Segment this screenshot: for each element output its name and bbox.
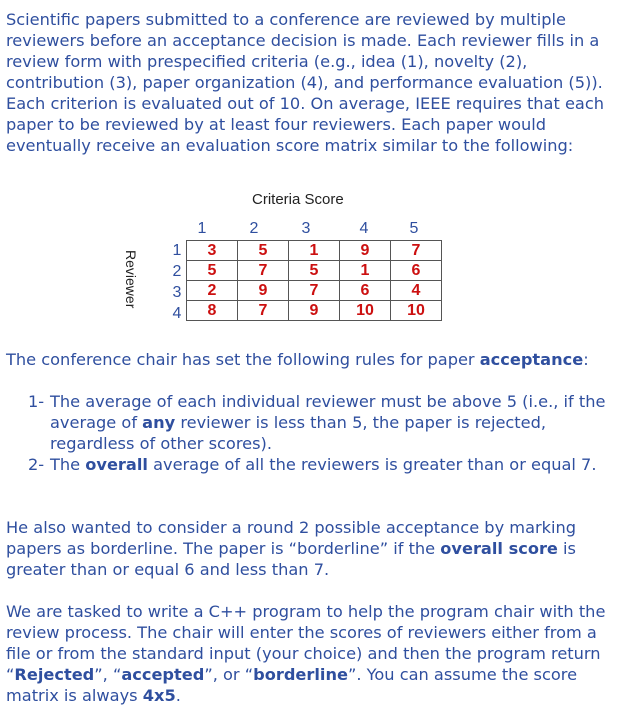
row-header: 3 <box>172 284 182 301</box>
column-header: 5 <box>409 220 419 237</box>
matrix-cell: 7 <box>391 241 442 261</box>
matrix-cell: 9 <box>289 301 340 321</box>
task-bold: Rejected <box>14 665 95 684</box>
rules-lead-end: : <box>583 350 589 369</box>
matrix-cell: 8 <box>187 301 238 321</box>
matrix-cell: 6 <box>340 281 391 301</box>
task-text: We are tasked to write a C++ program to help the program chair with the review process. The chair will enter the scores of reviewers either from a file or from the standard input (your choice) and then the program return “ <box>6 602 606 684</box>
task-paragraph <box>6 601 618 706</box>
matrix-cell: 7 <box>289 281 340 301</box>
task-text: ”, “ <box>94 665 122 684</box>
row-header: 4 <box>172 305 182 322</box>
rule-bold: overall <box>85 455 148 474</box>
matrix-cell: 9 <box>238 281 289 301</box>
rule-text: average of all the reviewers is greater than or equal 7. <box>147 455 597 474</box>
task-text: . <box>175 686 181 705</box>
column-header: 4 <box>359 220 369 237</box>
rule-item <box>6 454 618 475</box>
matrix-cell: 7 <box>238 301 289 321</box>
matrix-cell: 10 <box>391 301 442 321</box>
task-text: ”, or “ <box>204 665 254 684</box>
reviewer-axis-label: Reviewer <box>123 250 139 309</box>
task-bold: borderline <box>253 665 348 684</box>
column-header: 3 <box>301 220 311 237</box>
matrix-cell: 3 <box>187 241 238 261</box>
borderline-text: He also wanted to consider a round 2 possible acceptance by marking papers as borderline. The paper is “borderline” if the <box>6 518 577 558</box>
matrix-row <box>187 241 442 261</box>
rules-lead-bold: acceptance <box>479 350 584 369</box>
column-header: 1 <box>197 220 207 237</box>
intro-paragraph: Scientific papers submitted to a conference are reviewed by multiple reviewers before an acceptance decision is made. Each reviewer fills in a review form with prespecified criteria (e.g., idea (1), novelty (2), contribution (3), paper organization (4), and performance evaluation (5)). Each criterion is evaluated out of 10. On average, IEEE requires that each paper to be reviewed by at least four reviewers. Each paper would eventually receive an evaluation score matrix similar to the following: <box>6 10 604 155</box>
task-text: ”. You can assume the score matrix is always <box>6 665 578 705</box>
rule-number: 1- <box>28 392 45 411</box>
matrix-cell: 4 <box>391 281 442 301</box>
matrix-row <box>187 261 442 281</box>
score-matrix <box>186 240 442 321</box>
matrix-cell: 9 <box>340 241 391 261</box>
row-header: 2 <box>172 263 182 280</box>
matrix-cell: 1 <box>289 241 340 261</box>
rule-bold: any <box>142 413 176 432</box>
borderline-bold: overall score <box>440 539 558 558</box>
rules-lead <box>6 349 618 370</box>
borderline-text: is greater than or equal 6 and less than 7. <box>6 539 576 579</box>
matrix-cell: 1 <box>340 261 391 281</box>
matrix-cell: 5 <box>238 241 289 261</box>
rule-item <box>6 391 618 454</box>
task-bold: accepted <box>121 665 205 684</box>
row-header: 1 <box>172 242 182 259</box>
rule-text: The average of each individual reviewer must be above 5 (i.e., if the average of <box>50 392 606 432</box>
matrix-title: Criteria Score <box>252 191 344 208</box>
matrix-row <box>187 281 442 301</box>
rules-lead-text: The conference chair has set the following rules for paper <box>6 350 480 369</box>
matrix-cell: 5 <box>187 261 238 281</box>
matrix-cell: 2 <box>187 281 238 301</box>
matrix-cell: 7 <box>238 261 289 281</box>
rule-text: The <box>50 455 86 474</box>
matrix-row <box>187 301 442 321</box>
matrix-cell: 10 <box>340 301 391 321</box>
rules-list <box>6 391 618 475</box>
matrix-cell: 6 <box>391 261 442 281</box>
task-bold: 4x5 <box>142 686 176 705</box>
rule-text: reviewer is less than 5, the paper is rejected, regardless of other scores). <box>50 413 547 453</box>
borderline-paragraph <box>6 517 618 580</box>
matrix-cell: 5 <box>289 261 340 281</box>
column-header: 2 <box>249 220 259 237</box>
rule-number: 2- <box>28 455 45 474</box>
